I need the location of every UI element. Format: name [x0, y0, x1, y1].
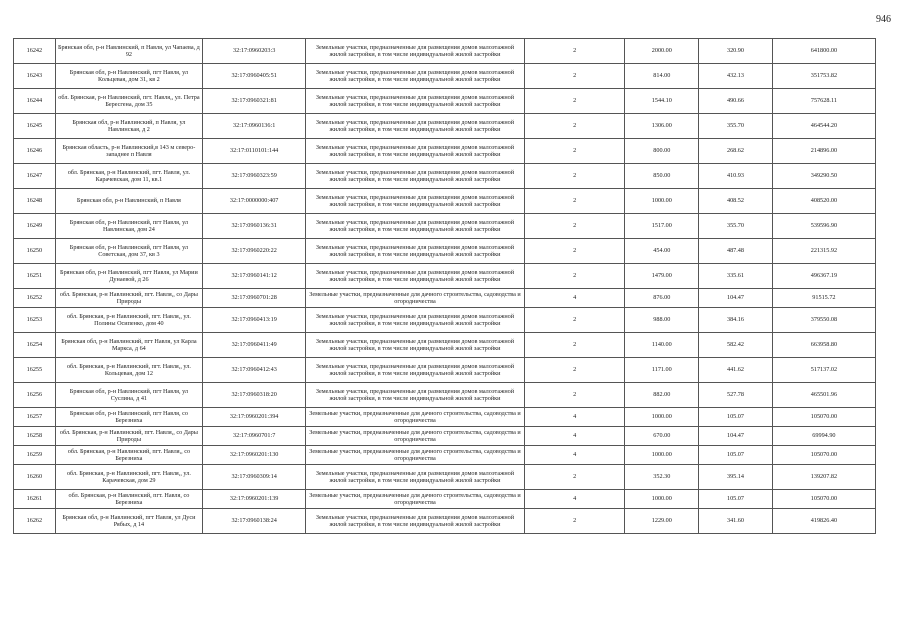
group-cell: 2	[524, 164, 625, 189]
area-cell: 882.00	[625, 383, 699, 408]
cadastral-value-cell: 757628.11	[772, 89, 875, 114]
row-number-cell: 16244	[14, 89, 56, 114]
specific-value-cell: 384.16	[699, 308, 773, 333]
cadastral-number-cell: 32:17:0960413:19	[203, 308, 306, 333]
land-use-cell: Земельные участки, предназначенные для размещения домов малоэтажной жилой застройки, в том числе индивидуальной жилой застройки	[306, 89, 525, 114]
land-use-cell: Земельные участки, предназначенные для дачного строительства, садоводства и огородничества	[306, 490, 525, 509]
land-use-cell: Земельные участки, предназначенные для дачного строительства, садоводства и огородничества	[306, 408, 525, 427]
area-cell: 1229.00	[625, 509, 699, 534]
land-use-cell: Земельные участки, предназначенные для дачного строительства, садоводства и огородничества	[306, 427, 525, 446]
group-cell: 2	[524, 308, 625, 333]
specific-value-cell: 355.70	[699, 114, 773, 139]
area-cell: 1000.00	[625, 189, 699, 214]
table-row	[14, 465, 876, 490]
cadastral-number-cell: 32:17:0960138:24	[203, 509, 306, 534]
area-cell: 1000.00	[625, 408, 699, 427]
specific-value-cell: 490.66	[699, 89, 773, 114]
area-cell: 1479.00	[625, 264, 699, 289]
cadastral-number-cell: 32:17:0960405:51	[203, 64, 306, 89]
cadastral-number-cell: 32:17:0960201:130	[203, 446, 306, 465]
specific-value-cell: 487.48	[699, 239, 773, 264]
area-cell: 1000.00	[625, 446, 699, 465]
area-cell: 814.00	[625, 64, 699, 89]
table-row	[14, 64, 876, 89]
area-cell: 800.00	[625, 139, 699, 164]
table-row	[14, 164, 876, 189]
row-number-cell: 16256	[14, 383, 56, 408]
land-use-cell: Земельные участки, предназначенные для размещения домов малоэтажной жилой застройки, в том числе индивидуальной жилой застройки	[306, 39, 525, 64]
land-use-cell: Земельные участки, предназначенные для размещения домов малоэтажной жилой застройки, в том числе индивидуальной жилой застройки	[306, 264, 525, 289]
table-row	[14, 358, 876, 383]
cadastral-value-cell: 663958.80	[772, 333, 875, 358]
table-row	[14, 214, 876, 239]
area-cell: 2000.00	[625, 39, 699, 64]
area-cell: 1140.00	[625, 333, 699, 358]
table-row	[14, 333, 876, 358]
row-number-cell: 16245	[14, 114, 56, 139]
row-number-cell: 16259	[14, 446, 56, 465]
specific-value-cell: 582.42	[699, 333, 773, 358]
cadastral-value-cell: 517137.02	[772, 358, 875, 383]
row-number-cell: 16250	[14, 239, 56, 264]
row-number-cell: 16249	[14, 214, 56, 239]
land-use-cell: Земельные участки, предназначенные для размещения домов малоэтажной жилой застройки, в том числе индивидуальной жилой застройки	[306, 239, 525, 264]
area-cell: 1000.00	[625, 490, 699, 509]
table-row	[14, 427, 876, 446]
row-number-cell: 16247	[14, 164, 56, 189]
group-cell: 2	[524, 358, 625, 383]
area-cell: 352.30	[625, 465, 699, 490]
address-cell: Брянская обл, р-н Навлинский, пгт Навля, ул Карла Маркса, д 64	[55, 333, 202, 358]
specific-value-cell: 410.93	[699, 164, 773, 189]
group-cell: 4	[524, 490, 625, 509]
cadastral-number-cell: 32:17:0960411:49	[203, 333, 306, 358]
group-cell: 2	[524, 239, 625, 264]
address-cell: обл. Брянская, р-н Навлинский, пгт. Навля,, со Березниха	[55, 446, 202, 465]
address-cell: обл. Брянская, р-н Навлинский, пгт. Навля,, ул. Кольцевая, дом 12	[55, 358, 202, 383]
cadastral-number-cell: 32:17:0960318:20	[203, 383, 306, 408]
specific-value-cell: 104.47	[699, 427, 773, 446]
table-row	[14, 264, 876, 289]
cadastral-value-cell: 91515.72	[772, 289, 875, 308]
address-cell: Брянская обл, р-н Навлинский, пгт Навля, ул Советская, дом 37, кв 3	[55, 239, 202, 264]
area-cell: 454.00	[625, 239, 699, 264]
specific-value-cell: 395.14	[699, 465, 773, 490]
group-cell: 2	[524, 89, 625, 114]
address-cell: Брянская обл, р-н Навлинский, п Навля, ул Чапаева, д 92	[55, 39, 202, 64]
group-cell: 4	[524, 289, 625, 308]
cadastral-value-cell: 408520.00	[772, 189, 875, 214]
land-use-cell: Земельные участки, предназначенные для размещения домов малоэтажной жилой застройки, в том числе индивидуальной жилой застройки	[306, 189, 525, 214]
group-cell: 2	[524, 465, 625, 490]
table-row	[14, 89, 876, 114]
row-number-cell: 16252	[14, 289, 56, 308]
address-cell: Брянская обл, р-н Навлинский, пгт Навля, ул Марии Дунаевой, д 26	[55, 264, 202, 289]
group-cell: 2	[524, 264, 625, 289]
cadastral-number-cell: 32:17:0110101:144	[203, 139, 306, 164]
area-cell: 1306.00	[625, 114, 699, 139]
address-cell: обл. Брянская, р-н Навлинский, пгт. Навля,, ул. Петра Бересгена, дом 35	[55, 89, 202, 114]
specific-value-cell: 527.78	[699, 383, 773, 408]
address-cell: Брянская обл, р-н Навлинский, пгт Навля, со Березниха	[55, 408, 202, 427]
address-cell: обл. Брянская, р-н Навлинский, пгт. Навля,, со Дары Природы	[55, 289, 202, 308]
cadastral-value-cell: 496367.19	[772, 264, 875, 289]
group-cell: 2	[524, 39, 625, 64]
group-cell: 2	[524, 333, 625, 358]
area-cell: 988.00	[625, 308, 699, 333]
land-use-cell: Земельные участки, предназначенные для размещения домов малоэтажной жилой застройки, в том числе индивидуальной жилой застройки	[306, 333, 525, 358]
specific-value-cell: 104.47	[699, 289, 773, 308]
cadastral-value-cell: 105070.00	[772, 446, 875, 465]
land-use-cell: Земельные участки, предназначенные для размещения домов малоэтажной жилой застройки, в том числе индивидуальной жилой застройки	[306, 164, 525, 189]
cadastral-number-cell: 32:17:0960309:14	[203, 465, 306, 490]
group-cell: 2	[524, 139, 625, 164]
cadastral-value-cell: 105070.00	[772, 490, 875, 509]
table-row	[14, 308, 876, 333]
page-number: 946	[876, 14, 891, 25]
area-cell: 670.00	[625, 427, 699, 446]
row-number-cell: 16254	[14, 333, 56, 358]
area-cell: 876.00	[625, 289, 699, 308]
land-use-cell: Земельные участки, предназначенные для размещения домов малоэтажной жилой застройки, в том числе индивидуальной жилой застройки	[306, 139, 525, 164]
specific-value-cell: 320.90	[699, 39, 773, 64]
group-cell: 2	[524, 64, 625, 89]
row-number-cell: 16246	[14, 139, 56, 164]
group-cell: 2	[524, 214, 625, 239]
table-row	[14, 509, 876, 534]
area-cell: 1544.10	[625, 89, 699, 114]
specific-value-cell: 105.07	[699, 446, 773, 465]
specific-value-cell: 335.61	[699, 264, 773, 289]
table-row	[14, 446, 876, 465]
land-use-cell: Земельные участки, предназначенные для размещения домов малоэтажной жилой застройки, в том числе индивидуальной жилой застройки	[306, 509, 525, 534]
cadastral-value-cell: 69994.90	[772, 427, 875, 446]
group-cell: 4	[524, 427, 625, 446]
row-number-cell: 16248	[14, 189, 56, 214]
cadastral-number-cell: 32:17:0960136:1	[203, 114, 306, 139]
row-number-cell: 16257	[14, 408, 56, 427]
cadastral-value-cell: 465501.96	[772, 383, 875, 408]
table-row	[14, 189, 876, 214]
group-cell: 2	[524, 509, 625, 534]
cadastral-number-cell: 32:17:0960220:22	[203, 239, 306, 264]
address-cell: обл. Брянская, р-н Навлинский, пгт. Навля, ул. Карачевская, дом 11, кв.1	[55, 164, 202, 189]
specific-value-cell: 105.07	[699, 408, 773, 427]
cadastral-number-cell: 32:17:0960201:139	[203, 490, 306, 509]
row-number-cell: 16261	[14, 490, 56, 509]
land-use-cell: Земельные участки, предназначенные для размещения домов малоэтажной жилой застройки, в том числе индивидуальной жилой застройки	[306, 114, 525, 139]
address-cell: Брянская обл, р-н Навлинский, пгт Навля, ул Навлинская, дом 24	[55, 214, 202, 239]
cadastral-value-cell: 379550.08	[772, 308, 875, 333]
land-registry-table	[13, 38, 876, 534]
address-cell: Брянская обл, р-н Навлинский, пгт Навля, ул Дуси Рябых, д 14	[55, 509, 202, 534]
cadastral-number-cell: 32:17:0960136:31	[203, 214, 306, 239]
cadastral-value-cell: 351753.82	[772, 64, 875, 89]
cadastral-value-cell: 539596.90	[772, 214, 875, 239]
row-number-cell: 16253	[14, 308, 56, 333]
row-number-cell: 16242	[14, 39, 56, 64]
address-cell: Брянская обл, р-н Навлинский, пгт Навля, ул Суслина, д 41	[55, 383, 202, 408]
cadastral-number-cell: 32:17:0000000:407	[203, 189, 306, 214]
land-use-cell: Земельные участки, предназначенные для размещения домов малоэтажной жилой застройки, в том числе индивидуальной жилой застройки	[306, 64, 525, 89]
row-number-cell: 16243	[14, 64, 56, 89]
specific-value-cell: 432.13	[699, 64, 773, 89]
cadastral-value-cell: 464544.20	[772, 114, 875, 139]
table-row	[14, 239, 876, 264]
area-cell: 1517.00	[625, 214, 699, 239]
specific-value-cell: 408.52	[699, 189, 773, 214]
land-use-cell: Земельные участки, предназначенные для размещения домов малоэтажной жилой застройки, в том числе индивидуальной жилой застройки	[306, 383, 525, 408]
row-number-cell: 16251	[14, 264, 56, 289]
area-cell: 850.00	[625, 164, 699, 189]
address-cell: Брянская обл, р-н Навлинский, пгт Навля, ул Кольцевая, дом 31, кв 2	[55, 64, 202, 89]
land-use-cell: Земельные участки, предназначенные для размещения домов малоэтажной жилой застройки, в том числе индивидуальной жилой застройки	[306, 358, 525, 383]
address-cell: обл. Брянская, р-н Навлинский, пгт. Навля,, со Дары Природы	[55, 427, 202, 446]
specific-value-cell: 105.07	[699, 490, 773, 509]
specific-value-cell: 268.62	[699, 139, 773, 164]
cadastral-number-cell: 32:17:0960323:59	[203, 164, 306, 189]
cadastral-number-cell: 32:17:0960701:7	[203, 427, 306, 446]
table-row	[14, 139, 876, 164]
address-cell: Брянская обл, р-н Навлинский, п Навля, ул Навлинская, д 2	[55, 114, 202, 139]
area-cell: 1171.00	[625, 358, 699, 383]
land-use-cell: Земельные участки, предназначенные для дачного строительства, садоводства и огородничества	[306, 446, 525, 465]
cadastral-number-cell: 32:17:0960203:3	[203, 39, 306, 64]
cadastral-number-cell: 32:17:0960701:28	[203, 289, 306, 308]
specific-value-cell: 355.70	[699, 214, 773, 239]
cadastral-value-cell: 221315.92	[772, 239, 875, 264]
group-cell: 4	[524, 408, 625, 427]
cadastral-number-cell: 32:17:0960201:394	[203, 408, 306, 427]
address-cell: обл. Брянская, р-н Навлинский, пгт. Навля, со Березниха	[55, 490, 202, 509]
cadastral-number-cell: 32:17:0960412:43	[203, 358, 306, 383]
table-row	[14, 408, 876, 427]
specific-value-cell: 441.62	[699, 358, 773, 383]
cadastral-number-cell: 32:17:0960141:12	[203, 264, 306, 289]
group-cell: 2	[524, 383, 625, 408]
address-cell: обл. Брянская, р-н Навлинский, пгт. Навля,, ул. Карачевская, дом 29	[55, 465, 202, 490]
cadastral-value-cell: 349290.50	[772, 164, 875, 189]
cadastral-value-cell: 214896.00	[772, 139, 875, 164]
cadastral-value-cell: 105070.00	[772, 408, 875, 427]
land-use-cell: Земельные участки, предназначенные для дачного строительства, садоводства и огородничества	[306, 289, 525, 308]
table-row	[14, 383, 876, 408]
cadastral-value-cell: 419826.40	[772, 509, 875, 534]
specific-value-cell: 341.60	[699, 509, 773, 534]
land-use-cell: Земельные участки, предназначенные для размещения домов малоэтажной жилой застройки, в том числе индивидуальной жилой застройки	[306, 214, 525, 239]
address-cell: Брянская область, р-н Навлинский,в 143 м северо-западнее п Навля	[55, 139, 202, 164]
group-cell: 2	[524, 114, 625, 139]
table-row	[14, 289, 876, 308]
address-cell: Брянская обл, р-н Навлинский, п Навля	[55, 189, 202, 214]
row-number-cell: 16262	[14, 509, 56, 534]
cadastral-value-cell: 641800.00	[772, 39, 875, 64]
cadastral-number-cell: 32:17:0960321:81	[203, 89, 306, 114]
address-cell: обл. Брянская, р-н Навлинский, пгт. Навля,, ул. Полины Осипенко, дом 40	[55, 308, 202, 333]
table-row	[14, 114, 876, 139]
cadastral-value-cell: 139207.82	[772, 465, 875, 490]
row-number-cell: 16260	[14, 465, 56, 490]
row-number-cell: 16258	[14, 427, 56, 446]
group-cell: 2	[524, 189, 625, 214]
table-row	[14, 490, 876, 509]
group-cell: 4	[524, 446, 625, 465]
land-use-cell: Земельные участки, предназначенные для размещения домов малоэтажной жилой застройки, в том числе индивидуальной жилой застройки	[306, 465, 525, 490]
row-number-cell: 16255	[14, 358, 56, 383]
table-row	[14, 39, 876, 64]
land-use-cell: Земельные участки, предназначенные для размещения домов малоэтажной жилой застройки, в том числе индивидуальной жилой застройки	[306, 308, 525, 333]
